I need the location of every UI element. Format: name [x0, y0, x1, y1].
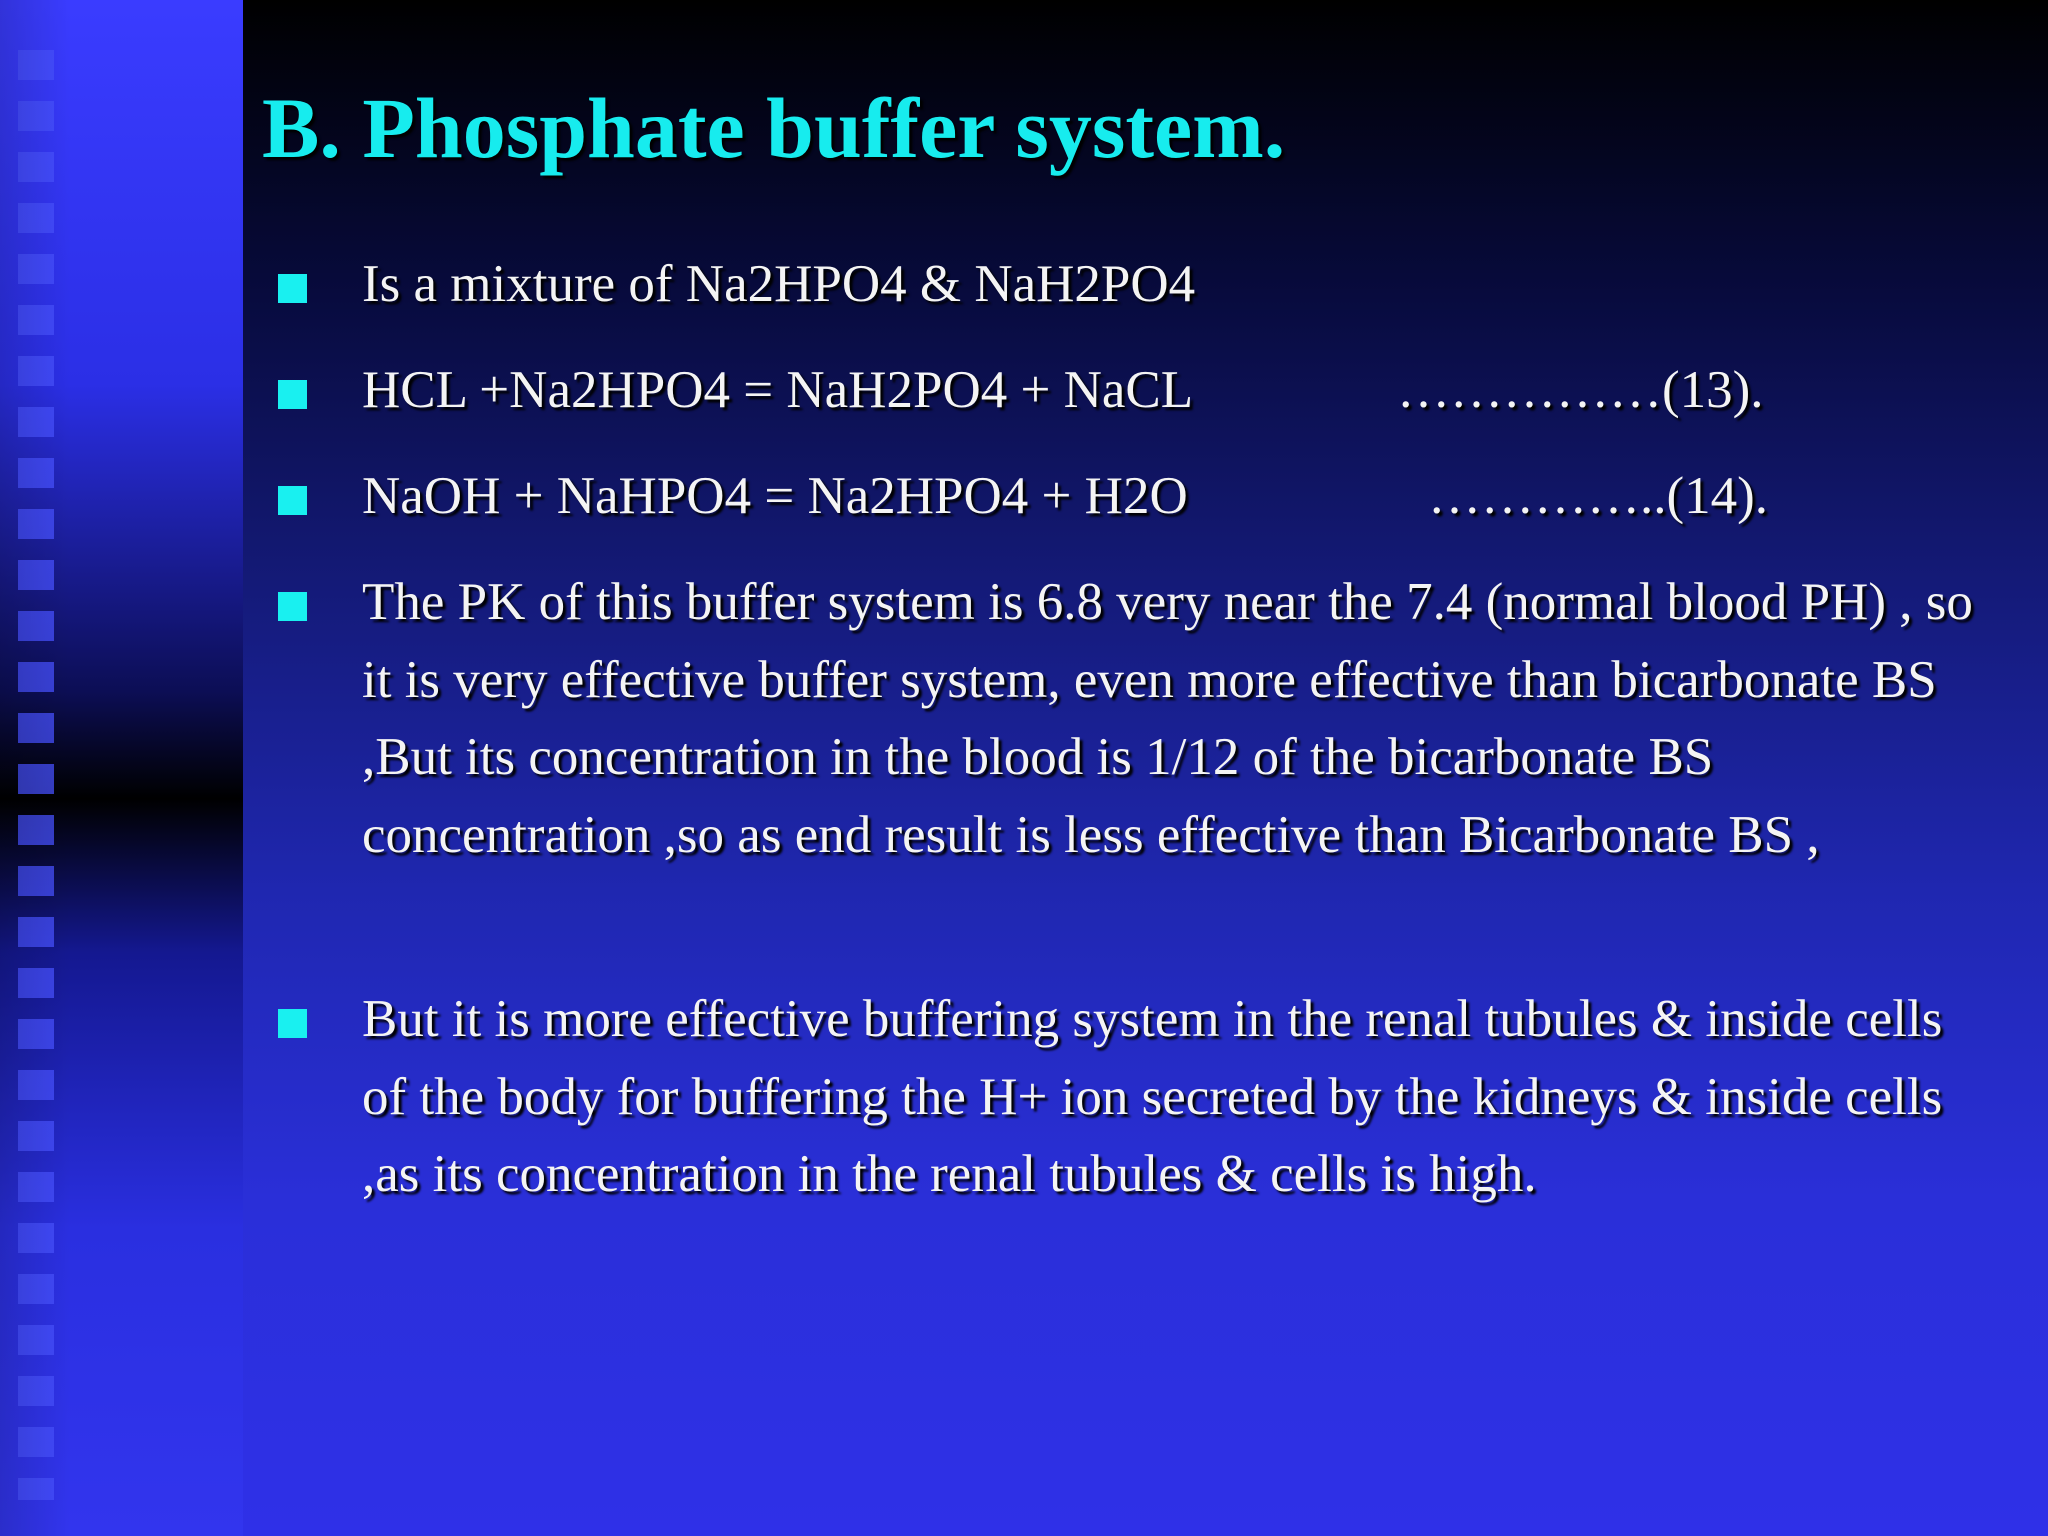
- left-band-shade: [0, 0, 70, 1536]
- bullet-text-equation-13: HCL +Na2HPO4 = NaH2PO4 + NaCL: [362, 361, 1194, 419]
- bullet-text-mixture: Is a mixture of Na2HPO4 & NaH2PO4: [362, 255, 1196, 313]
- bullet-square-icon: [278, 486, 307, 515]
- bullet-square-icon: [278, 1009, 307, 1038]
- equation-13-reference: ……………(13).: [1397, 361, 1764, 419]
- bullet-text-equation-14: NaOH + NaHPO4 = Na2HPO4 + H2O: [362, 467, 1188, 525]
- slide-title: B. Phosphate buffer system.: [262, 80, 1286, 176]
- bullet-square-icon: [278, 274, 307, 303]
- equation-14-reference: …………..(14).: [1428, 467, 1769, 525]
- bullet-text-renal-paragraph: But it is more effective buffering system in the renal tubules & inside cells of the body for buffering the H+ ion secreted by the kidneys & inside cells ,as its concentration in the renal tubules & cells is high.: [362, 990, 1943, 1203]
- bullet-square-icon: [278, 380, 307, 409]
- bullet-text-pk-paragraph: The PK of this buffer system is 6.8 very near the 7.4 (normal blood PH) , so it is very effective buffer system, even more effective than bicarbonate BS ,But its concentration in the blood is 1/12 of the bicarbonate BS concentration ,so as end result is less effective than Bicarbonate BS ,: [362, 573, 1973, 864]
- bullet-square-icon: [278, 592, 307, 621]
